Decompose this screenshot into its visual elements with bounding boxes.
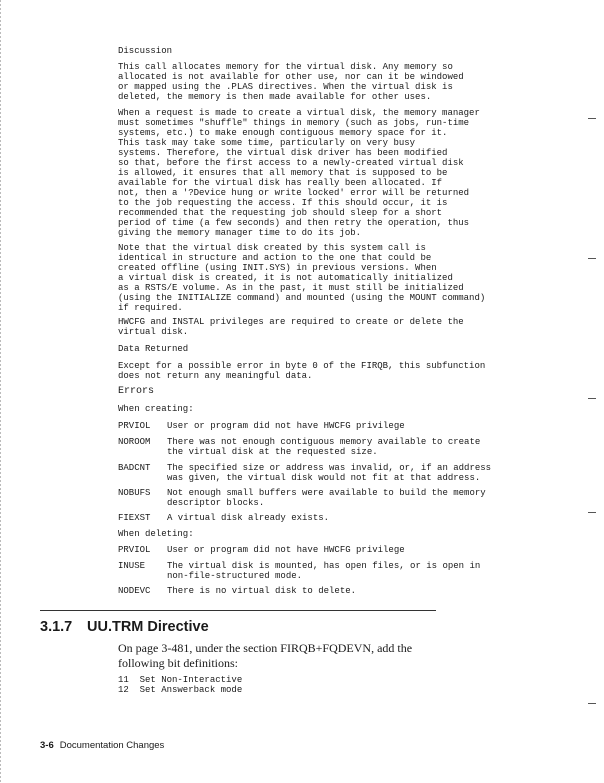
scan-edge xyxy=(0,0,1,783)
error-entry xyxy=(118,545,405,555)
error-code: PRVIOL xyxy=(118,421,151,431)
margin-mark xyxy=(588,512,596,513)
error-code: INUSE xyxy=(118,561,146,571)
margin-mark xyxy=(588,258,596,259)
discussion-paragraph-3: Note that the virtual disk created by this system call is identical in structure and action to the one that could be created offline (using INIT.SYS) in previous versions. When a virtual disk is created, it is not automatically initialized as a RSTS/E volume. As in the past, it must still be initialized (using the INITIALIZE command) and mounted (using the MOUNT command) if required. xyxy=(118,243,486,313)
discussion-paragraph-4: HWCFG and INSTAL privileges are required to create or delete the virtual disk. xyxy=(118,317,464,337)
when-creating-label: When creating: xyxy=(118,404,194,414)
error-entry xyxy=(118,421,405,431)
when-deleting-label: When deleting: xyxy=(118,529,194,539)
error-text: User or program did not have HWCFG privilege xyxy=(167,545,405,555)
error-text: The specified size or address was invalid, or, if an address was given, the virtual disk would not fit at that address. xyxy=(167,463,492,483)
data-returned-heading: Data Returned xyxy=(118,344,189,354)
error-entry xyxy=(118,513,329,523)
section-title: UU.TRM Directive xyxy=(87,619,209,635)
discussion-paragraph-2: When a request is made to create a virtual disk, the memory manager must sometimes "shuffle" things in memory (such as jobs, run-time systems, etc.) to make enough contiguous memory space for it. This task may take some time, particularly on very busy systems. Therefore, the virtual disk driver has been modified so that, before the first access to a newly-created virtual disk is allowed, it ensures that all memory that is supposed to be available for the virtual disk has really been allocated. If not, then a '?Device hung or write locked' error will be returned to the job requesting the access. If this should occur, it is recommended that the requesting job should sleep for a short period of time (a few seconds) and then retry the operation, thus giving the memory manager time to do its job. xyxy=(118,108,480,238)
error-code: NODEVC xyxy=(118,586,151,596)
data-returned-text: Except for a possible error in byte 0 of the FIRQB, this subfunction does not return any meaningful data. xyxy=(118,361,486,381)
error-entry xyxy=(118,437,480,457)
page-number: 3-6 xyxy=(40,740,54,751)
error-code: PRVIOL xyxy=(118,545,151,555)
section-heading xyxy=(40,619,209,635)
error-code: FIEXST xyxy=(118,513,151,523)
page-footer xyxy=(40,740,164,751)
error-text: There was not enough contiguous memory available to create the virtual disk at the requested size. xyxy=(167,437,481,457)
margin-mark xyxy=(588,703,596,704)
section-intro: On page 3-481, under the section FIRQB+FQDEVN, add the following bit definitions: xyxy=(118,641,413,670)
error-text: Not enough small buffers were available to build the memory descriptor blocks. xyxy=(167,488,486,508)
error-entry xyxy=(118,561,480,581)
error-text: There is no virtual disk to delete. xyxy=(167,586,357,596)
section-divider xyxy=(40,610,436,611)
error-text: User or program did not have HWCFG privilege xyxy=(167,421,405,431)
margin-mark xyxy=(588,118,596,119)
error-code: BADCNT xyxy=(118,463,151,473)
section-number: 3.1.7 xyxy=(40,619,73,635)
discussion-paragraph-1: This call allocates memory for the virtual disk. Any memory so allocated is not available for other use, nor can it be windowed or mapped using the .PLAS directives. When the virtual disk is deleted, the memory is then made available for other uses. xyxy=(118,62,464,102)
discussion-heading: Discussion xyxy=(118,46,173,56)
error-entry xyxy=(118,463,491,483)
error-code: NOBUFS xyxy=(118,488,151,498)
errors-heading: Errors xyxy=(118,386,155,397)
error-text: A virtual disk already exists. xyxy=(167,513,330,523)
error-text: The virtual disk is mounted, has open files, or is open in non-file-structured mode. xyxy=(167,561,481,581)
footer-title: Documentation Changes xyxy=(59,740,165,751)
error-code: NOROOM xyxy=(118,437,151,447)
bit-definitions: 11 Set Non-Interactive 12 Set Answerback mode xyxy=(118,675,243,695)
error-entry xyxy=(118,488,486,508)
margin-mark xyxy=(588,398,596,399)
error-entry xyxy=(118,586,356,596)
